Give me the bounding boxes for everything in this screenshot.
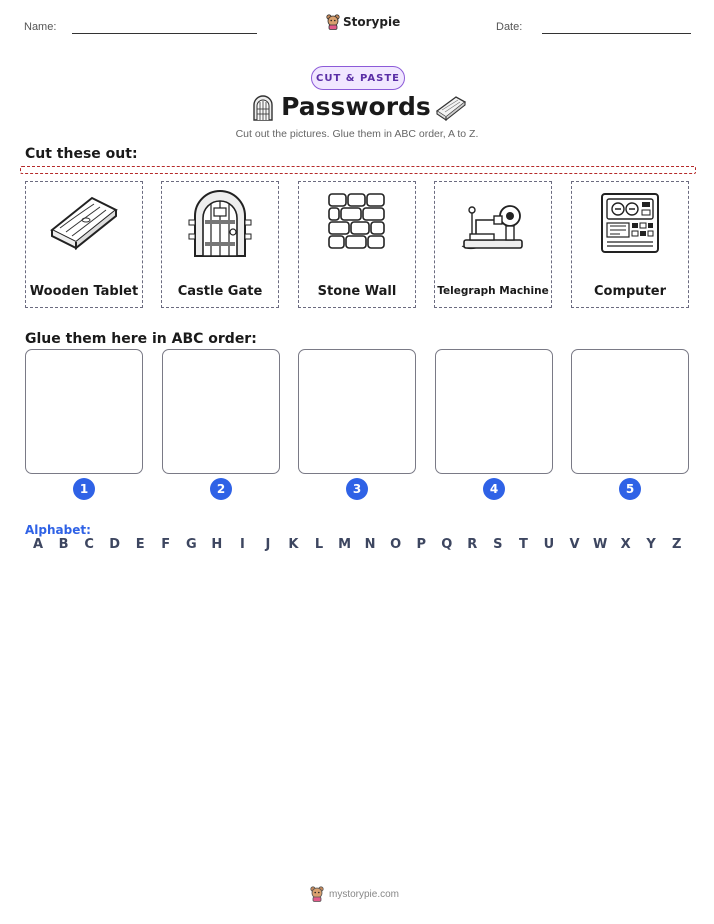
alphabet-row bbox=[31, 537, 684, 552]
alphabet-letter: O bbox=[390, 537, 402, 552]
alphabet-letter: Y bbox=[646, 537, 656, 552]
cut-paste-badge: CUT & PASTE bbox=[311, 66, 405, 90]
castle-gate-icon bbox=[185, 190, 255, 260]
footer bbox=[310, 886, 399, 902]
card-label: Telegraph Machine bbox=[437, 285, 549, 297]
computer-icon bbox=[598, 190, 662, 256]
storypie-logo bbox=[326, 14, 400, 30]
alphabet-letter: C bbox=[84, 537, 94, 552]
card-label: Stone Wall bbox=[317, 284, 397, 299]
instructions: Cut out the pictures. Glue them in ABC order, A to Z. bbox=[235, 128, 479, 140]
alphabet-letter: L bbox=[314, 537, 324, 552]
alphabet-letter: M bbox=[338, 537, 352, 552]
footer-url: mystorypie.com bbox=[329, 888, 400, 900]
page-title: Passwords bbox=[281, 92, 431, 121]
alphabet-letter: B bbox=[58, 537, 69, 552]
alphabet-letter: I bbox=[239, 537, 245, 552]
bear-mascot-icon bbox=[326, 14, 340, 30]
cut-heading: Cut these out: bbox=[25, 146, 138, 162]
castle-gate-icon bbox=[248, 92, 278, 122]
alphabet-letter: K bbox=[288, 537, 299, 552]
name-line[interactable] bbox=[72, 33, 257, 34]
cut-card-telegraph-machine[interactable] bbox=[434, 181, 552, 308]
stone-wall-icon bbox=[325, 190, 389, 254]
alphabet-letter: D bbox=[109, 537, 121, 552]
alphabet-letter: R bbox=[467, 537, 478, 552]
alphabet-letter: E bbox=[135, 537, 145, 552]
wooden-tablet-icon bbox=[46, 190, 122, 254]
card-label: Castle Gate bbox=[177, 284, 263, 299]
cut-card-computer[interactable] bbox=[571, 181, 689, 308]
glue-slot-2[interactable] bbox=[162, 349, 280, 474]
alphabet-letter: W bbox=[593, 537, 608, 552]
alphabet-letter: G bbox=[185, 537, 197, 552]
wooden-tablet-icon bbox=[434, 93, 468, 121]
alphabet-label: Alphabet: bbox=[25, 523, 91, 537]
card-label: Wooden Tablet bbox=[29, 284, 139, 299]
date-line[interactable] bbox=[542, 33, 691, 34]
cut-card-castle-gate[interactable] bbox=[161, 181, 279, 308]
alphabet-letter: P bbox=[416, 537, 426, 552]
alphabet-letter: N bbox=[364, 537, 376, 552]
alphabet-letter: X bbox=[620, 537, 631, 552]
alphabet-letter: V bbox=[569, 537, 580, 552]
slot-number: 2 bbox=[210, 478, 232, 500]
slot-number: 1 bbox=[73, 478, 95, 500]
alphabet-letter: H bbox=[211, 537, 223, 552]
slot-number: 5 bbox=[619, 478, 641, 500]
alphabet-letter: Z bbox=[671, 537, 682, 552]
card-label: Computer bbox=[593, 284, 667, 299]
name-label: Name: bbox=[24, 21, 57, 33]
alphabet-letter: F bbox=[161, 537, 171, 552]
bear-mascot-icon bbox=[310, 886, 324, 902]
alphabet-letter: J bbox=[265, 537, 271, 552]
slot-number: 4 bbox=[483, 478, 505, 500]
glue-slot-5[interactable] bbox=[571, 349, 689, 474]
cut-card-stone-wall[interactable] bbox=[298, 181, 416, 308]
telegraph-icon bbox=[458, 190, 528, 254]
logo-text: Storypie bbox=[343, 15, 401, 29]
cut-card-wooden-tablet[interactable] bbox=[25, 181, 143, 308]
glue-heading: Glue them here in ABC order: bbox=[25, 331, 257, 347]
glue-slot-4[interactable] bbox=[435, 349, 553, 474]
alphabet-letter: T bbox=[518, 537, 528, 552]
alphabet-letter: U bbox=[543, 537, 555, 552]
alphabet-letter: S bbox=[493, 537, 503, 552]
glue-slot-1[interactable] bbox=[25, 349, 143, 474]
glue-slot-3[interactable] bbox=[298, 349, 416, 474]
cut-line bbox=[20, 166, 696, 174]
date-label: Date: bbox=[496, 21, 523, 33]
alphabet-letter: A bbox=[32, 537, 44, 552]
alphabet-letter: Q bbox=[441, 537, 453, 552]
slot-number: 3 bbox=[346, 478, 368, 500]
